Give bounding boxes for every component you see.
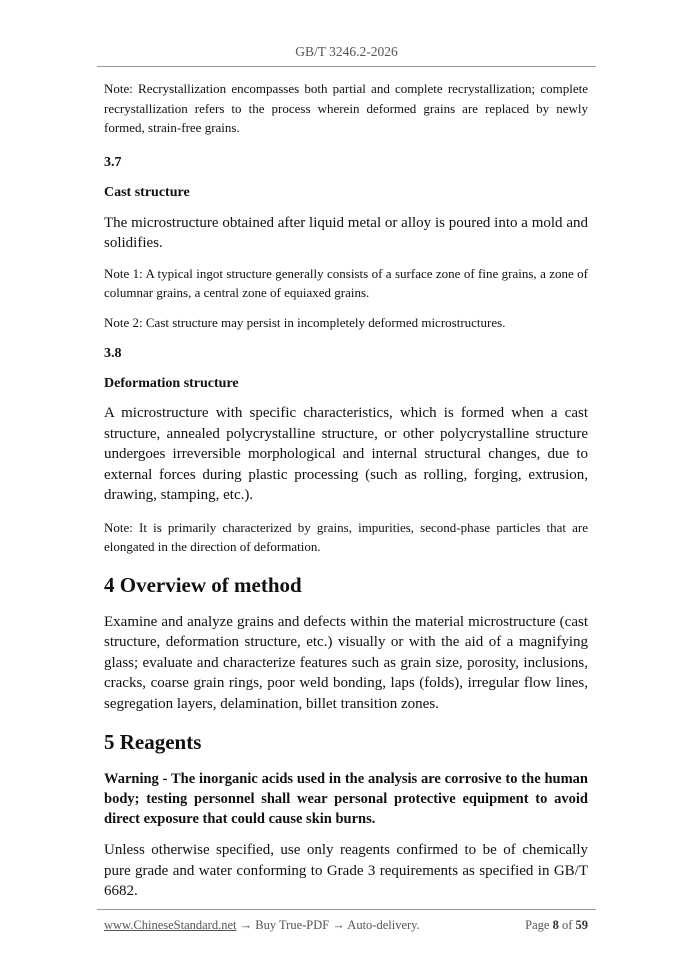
section-3-7-term: Cast structure xyxy=(104,184,190,200)
section-3-7-note-2: Note 2: Cast structure may persist in incompletely deformed microstructures. xyxy=(104,314,506,330)
recrystallization-note: Note: Recrystallization encompasses both partial and complete recrystallization; complete recrystallization refers to the process wherein deformed grains are replaced by newly formed, strain-free grains. xyxy=(104,81,588,135)
section-5-warning: Warning - The inorganic acids used in the analysis are corrosive to the human body; testing personnel shall wear personal protective equipment to avoid direct exposure that could cause skin burns. xyxy=(104,771,588,827)
buy-text: → Buy True-PDF → Auto-delivery. xyxy=(239,918,420,932)
section-3-7-number: 3.7 xyxy=(104,154,122,170)
page-total: 59 xyxy=(575,918,588,932)
section-3-7-note-1: Note 1: A typical ingot structure generally consists of a surface zone of fine grains, a zone of columnar grains, a central zone of equiaxed grains. xyxy=(104,265,588,300)
page-indicator xyxy=(525,918,588,933)
page-word: Page xyxy=(525,918,550,932)
page-header: GB/T 3246.2-2026 xyxy=(295,44,398,59)
section-3-8-term: Deformation structure xyxy=(104,376,239,391)
page-number: 8 xyxy=(552,918,559,932)
section-3-8-number: 3.8 xyxy=(104,346,122,361)
section-4-body: Examine and analyze grains and defects within the material microstructure (cast structure, deformation structure, etc.) visually or with the aid of a magnifying glass; evaluate and characterize features such as grain size, porosity, inclusions, cracks, coarse grain rings, poor weld bonding, laps (folds), irregular flow lines, segregation layers, delamination, billet transition zones. xyxy=(104,613,588,712)
section-4-heading: 4 Overview of method xyxy=(104,572,302,597)
footer-left xyxy=(104,918,420,933)
section-3-7-definition: The microstructure obtained after liquid metal or alloy is poured into a mold and solidifies. xyxy=(104,214,588,251)
section-3-8-note: Note: It is primarily characterized by grains, impurities, second-phase particles that are elongated in the direction of deformation. xyxy=(104,519,588,554)
page-footer xyxy=(104,918,588,933)
section-5-body: Unless otherwise specified, use only reagents confirmed to be of chemically pure grade and water conforming to Grade 3 requirements as specified in GB/T 6682. xyxy=(104,842,588,899)
section-3-8-definition: A microstructure with specific characteristics, which is formed when a cast structure, annealed polycrystalline structure, or other polycrystalline structure undergoes irreversible morphological and internal structural changes, due to external forces during plastic processing (such as rolling, forging, extrusion, drawing, stamping, etc.). xyxy=(104,405,588,503)
header-divider xyxy=(97,66,596,67)
section-5-heading: 5 Reagents xyxy=(104,730,202,754)
of-word: of xyxy=(561,918,573,932)
footer-divider xyxy=(97,909,596,910)
site-link[interactable]: www.ChineseStandard.net xyxy=(104,918,237,932)
page-content xyxy=(104,76,588,902)
